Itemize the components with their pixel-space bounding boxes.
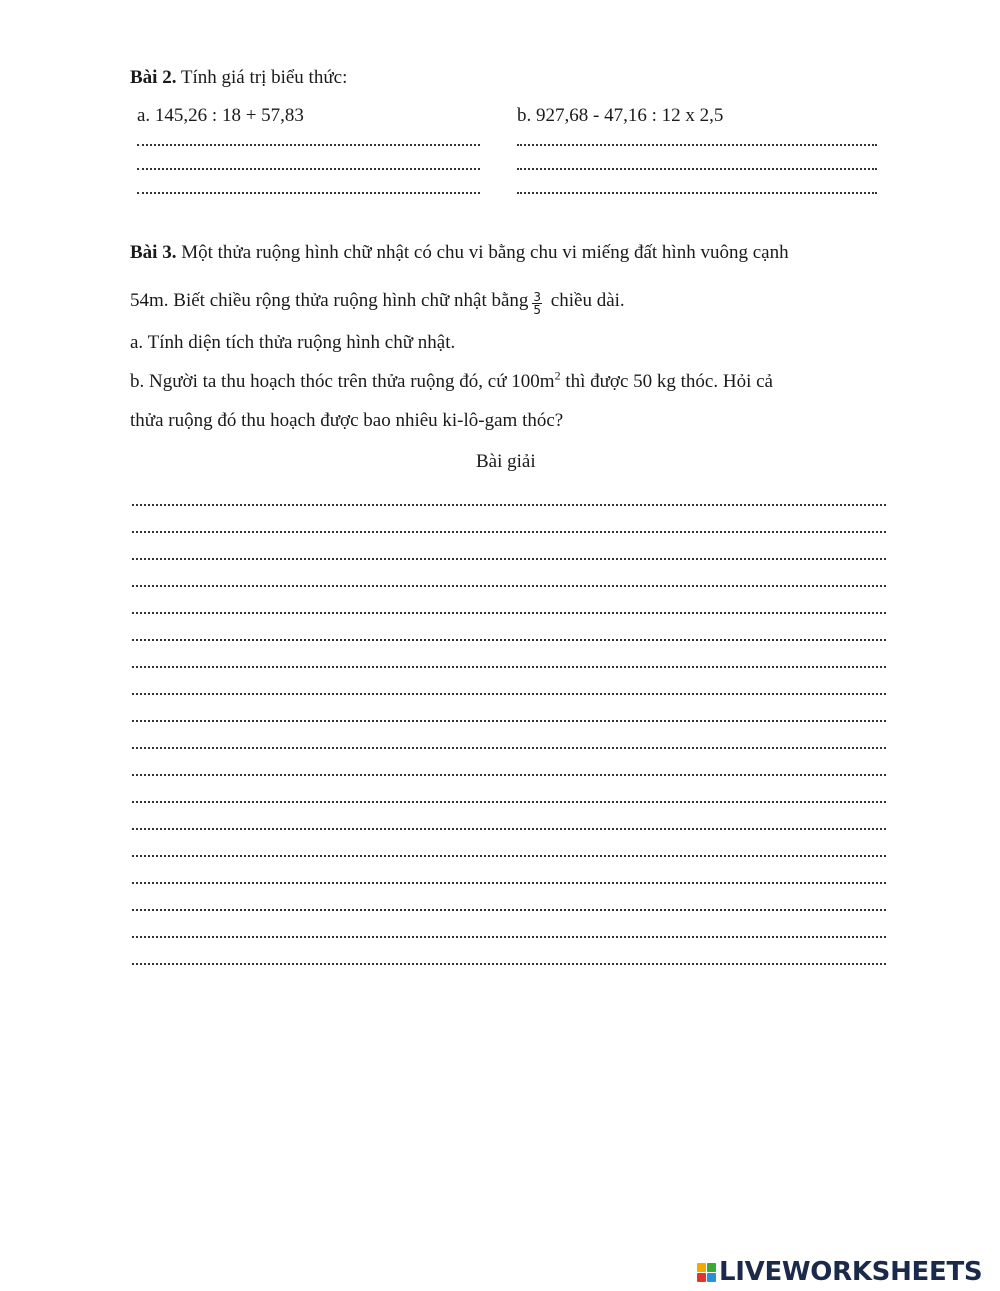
logo-text: LIVEWORKSHEETS [719, 1257, 983, 1287]
exercise-3-text-2: 54m. Biết chiều rộng thửa ruộng hình chữ nhật bằng [130, 290, 529, 311]
square-superscript: 2 [554, 368, 561, 383]
answer-line-2a[interactable] [137, 140, 480, 146]
answer-line-2a[interactable] [137, 188, 480, 194]
solution-answer-line[interactable] [132, 500, 886, 506]
answer-line-2b[interactable] [517, 164, 877, 170]
exercise-2-prompt: Tính giá trị biểu thức: [176, 67, 348, 88]
solution-answer-line[interactable] [132, 932, 886, 938]
liveworksheets-logo[interactable] [697, 1257, 982, 1287]
solution-answer-line[interactable] [132, 905, 886, 911]
exercise-3-line-1 [130, 241, 789, 265]
solution-answer-line[interactable] [132, 716, 886, 722]
solution-answer-line[interactable] [132, 959, 886, 965]
exercise-2-label: Bài 2. [130, 67, 177, 88]
solution-answer-line[interactable] [132, 770, 886, 776]
solution-answer-line[interactable] [132, 554, 886, 560]
answer-line-2b[interactable] [517, 140, 877, 146]
solution-answer-line[interactable] [132, 824, 886, 830]
answer-line-2a[interactable] [137, 164, 480, 170]
exercise-3-question-a: a. Tính diện tích thửa ruộng hình chữ nhật. [130, 332, 456, 353]
solution-answer-line[interactable] [132, 608, 886, 614]
solution-answer-line[interactable] [132, 581, 886, 587]
logo-block [707, 1273, 716, 1282]
solution-heading: Bài giải [476, 451, 536, 472]
answer-line-2b[interactable] [517, 188, 877, 194]
solution-answer-line[interactable] [132, 689, 886, 695]
exercise-3-label: Bài 3. [130, 242, 177, 263]
logo-block [697, 1263, 706, 1272]
logo-block [707, 1263, 716, 1272]
exercise-2b-expression: b. 927,68 - 47,16 : 12 x 2,5 [517, 105, 724, 126]
question-b-text: b. Người ta thu hoạch thóc trên thửa ruộng đó, cứ 100m [130, 371, 555, 392]
solution-answer-line[interactable] [132, 662, 886, 668]
fraction-denominator: 5 [533, 303, 542, 318]
exercise-3-question-b-line-2: thửa ruộng đó thu hoạch được bao nhiêu ki-lô-gam thóc? [130, 410, 564, 431]
exercise-3-text-1: Một thửa ruộng hình chữ nhật có chu vi bằng chu vi miếng đất hình vuông cạnh [176, 242, 789, 263]
question-b-text-end: thì được 50 kg thóc. Hỏi cả [560, 371, 773, 392]
solution-answer-line[interactable] [132, 797, 886, 803]
logo-block [697, 1273, 706, 1282]
fraction-numerator: 3 [533, 290, 542, 305]
solution-answer-line[interactable] [132, 878, 886, 884]
exercise-2-heading [130, 66, 347, 90]
solution-answer-line[interactable] [132, 743, 886, 749]
exercise-3-text-2-end: chiều dài. [546, 290, 625, 311]
solution-answer-line[interactable] [132, 635, 886, 641]
exercise-2a-expression: a. 145,26 : 18 + 57,83 [137, 105, 304, 126]
logo-blocks-icon [697, 1263, 716, 1282]
exercise-3-line-2 [130, 286, 625, 316]
solution-answer-line[interactable] [132, 527, 886, 533]
solution-answer-line[interactable] [132, 851, 886, 857]
exercise-3-question-b [130, 370, 773, 394]
fraction-three-fifths [532, 291, 542, 316]
